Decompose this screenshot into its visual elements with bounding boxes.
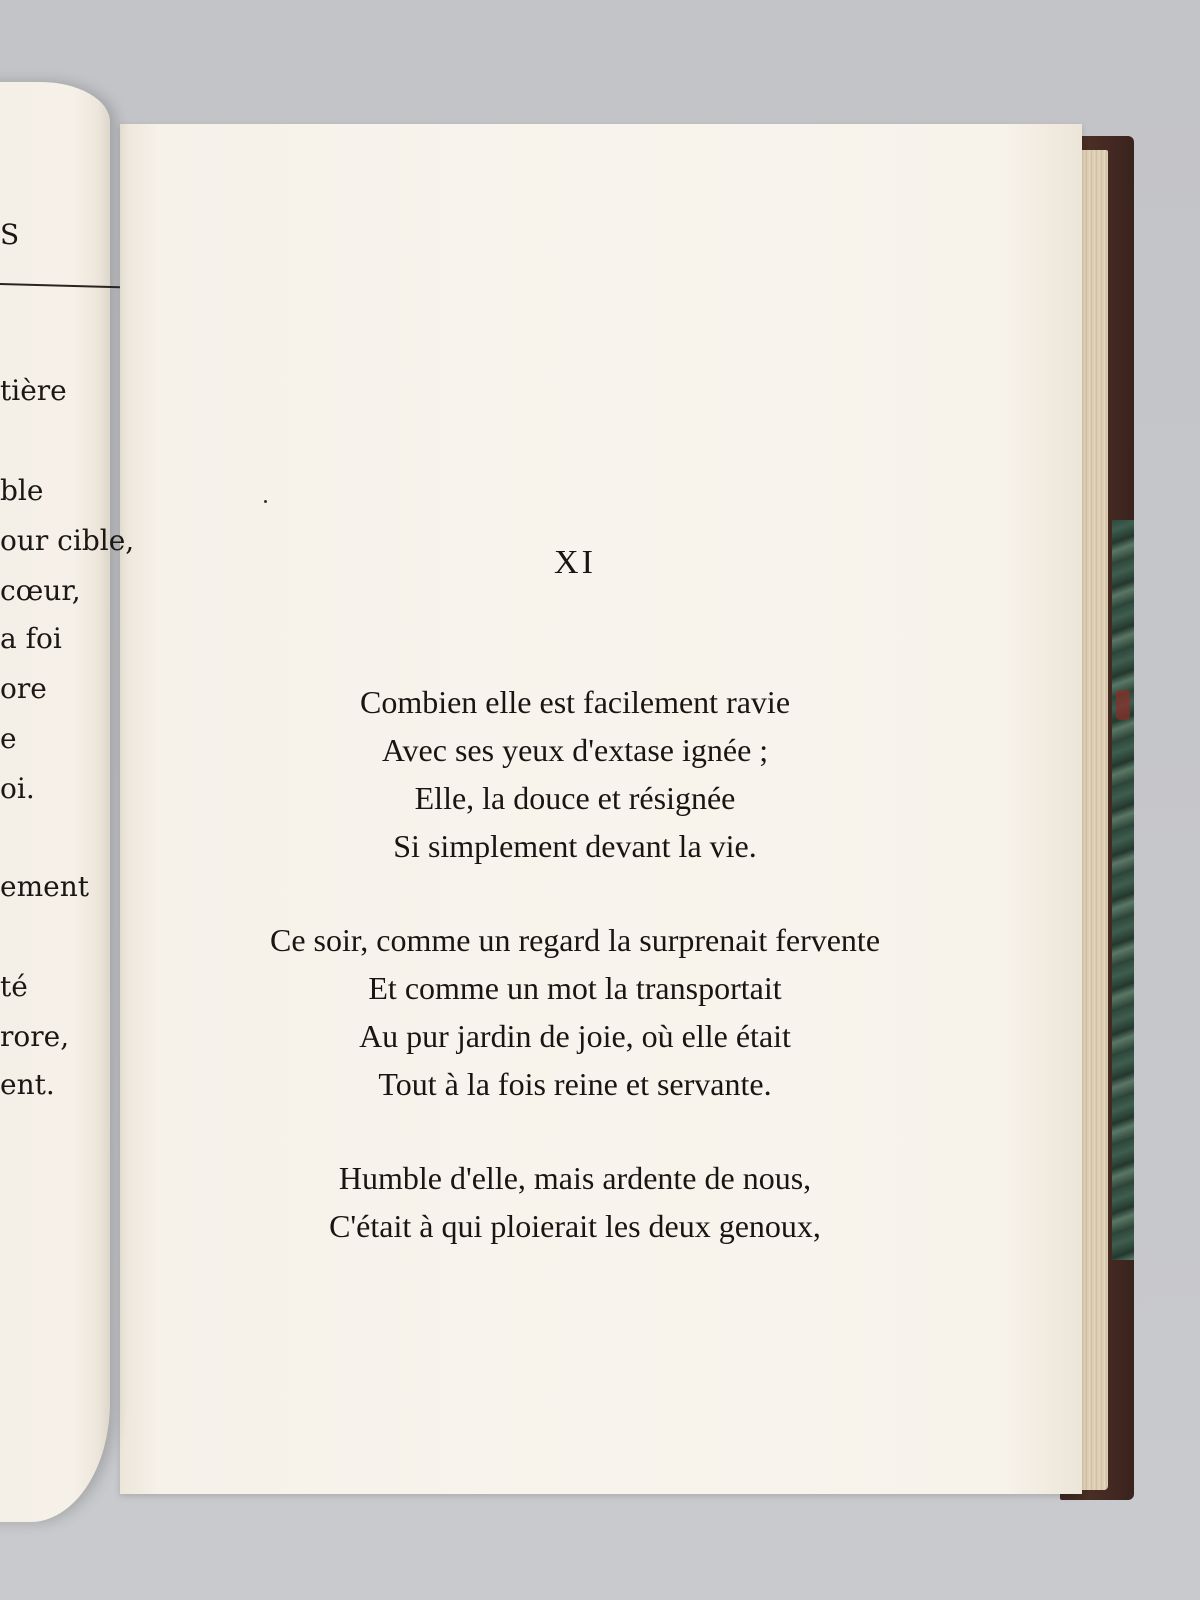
text-fragment: ble	[0, 474, 44, 507]
text-fragment: té	[0, 970, 28, 1003]
header-rule	[0, 282, 120, 288]
text-fragment: oi.	[0, 772, 35, 805]
left-page	[0, 82, 135, 1522]
text-fragment: rore,	[0, 1020, 70, 1053]
poem-line: Elle, la douce et résignée	[414, 780, 736, 816]
ink-speck	[264, 500, 267, 503]
poem-line: Au pur jardin de joie, où elle était	[359, 1018, 791, 1054]
poem-line: C'était à qui ploierait les deux genoux,	[329, 1208, 821, 1244]
poem-line: Combien elle est facilement ravie	[359, 684, 791, 720]
text-fragment: tière	[0, 374, 67, 407]
poem-line: Tout à la fois reine et servante.	[378, 1066, 772, 1102]
right-page	[120, 124, 1082, 1494]
section-numeral: XI	[554, 544, 596, 581]
text-fragment: e	[0, 722, 17, 755]
marbled-endpaper-accent	[1116, 690, 1130, 720]
poem-line: Si simplement devant la vie.	[393, 828, 757, 864]
poem-line: Ce soir, comme un regard la surprenait fervente	[269, 922, 881, 958]
text-fragment: ement	[0, 870, 89, 903]
text-fragment: a foi	[0, 622, 62, 655]
marbled-endpaper	[1112, 520, 1134, 1260]
text-fragment: ent.	[0, 1068, 55, 1101]
poem-line: Humble d'elle, mais ardente de nous,	[338, 1160, 812, 1196]
text-fragment: our cible,	[0, 524, 135, 557]
text-fragment: ore	[0, 672, 47, 705]
text-fragment: cœur,	[0, 574, 81, 607]
poem-line: Avec ses yeux d'extase ignée ;	[381, 732, 769, 768]
running-head: S	[0, 218, 21, 251]
poem-line: Et comme un mot la transportait	[368, 970, 782, 1006]
